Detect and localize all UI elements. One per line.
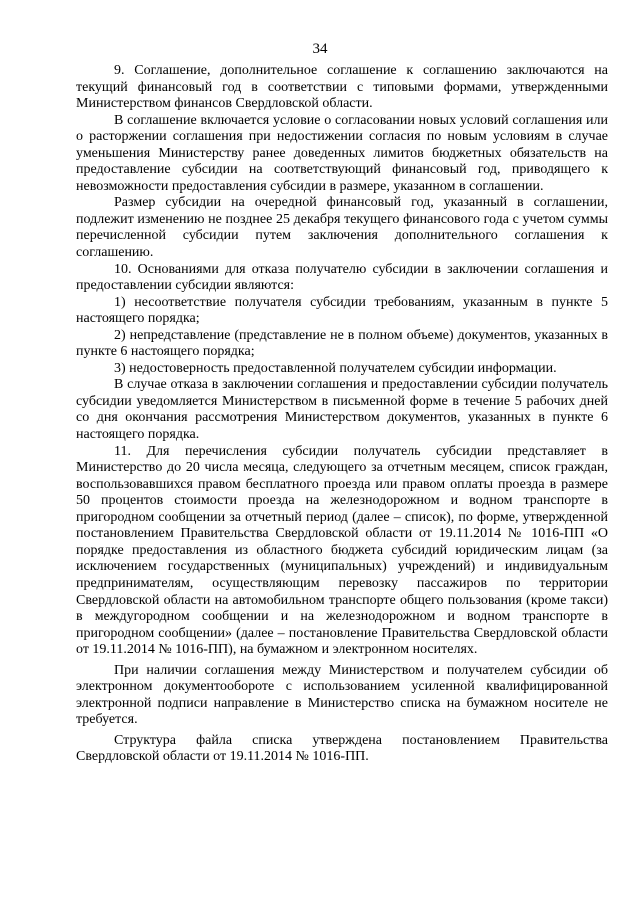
paragraph-11: 11. Для перечисления субсидии получатель субсидии представляет в Министерство до 20 числа месяца, следующего за отчетным месяцем, список граждан, воспользовавшихся правом бесплатного проезда или правом оплаты проезда в размере 50 процентов стоимости проезда на железнодорожном и водном транспорте в пригородном сообщении за отчетный период (далее – список), по форме, утвержденной постановлением Правительства Свердловской области от 19.11.2014 № 1016-ПП «О порядке предоставления из областного бюджета субсидий юридическим лицам (за исключением государственных (муниципальных) учреждений) и индивидуальным предпринимателям, осуществляющим перевозку пассажиров по территории Свердловской области на автомобильном транспорте общего пользования (кроме такси) в междугородном сообщении и на железнодорожном и водном транспорте в пригородном сообщении» (далее – постановление Правительства Свердловской области от 19.11.2014 № 1016-ПП), на бумажном и электронном носителях. xyxy=(76,443,608,658)
paragraph-9: 9. Соглашение, дополнительное соглашение к соглашению заключаются на текущий финансовый год в соответствии с типовыми формами, утвержденными Министерством финансов Свердловской области. xyxy=(76,63,608,112)
paragraph-10-item-2: 2) непредставление (представление не в полном объеме) документов, указанных в пункте 6 настоящего порядка; xyxy=(76,327,608,360)
paragraph-10-item-1: 1) несоответствие получателя субсидии требованиям, указанным в пункте 5 настоящего порядка; xyxy=(76,294,608,327)
paragraph-9-subsidy-size: Размер субсидии на очередной финансовый год, указанный в соглашении, подлежит изменению не позднее 25 декабря текущего финансового года с учетом суммы перечисленной субсидии путем заключения дополнительного соглашения к соглашению. xyxy=(76,195,608,261)
paragraph-11-file-structure: Структура файла списка утверждена постановлением Правительства Свердловской области от 19.11.2014 № 1016-ПП. xyxy=(76,732,608,765)
paragraph-10: 10. Основаниями для отказа получателю субсидии в заключении соглашения и предоставлении субсидии являются: xyxy=(76,261,608,294)
paragraph-10-item-3: 3) недостоверность предоставленной получателем субсидии информации. xyxy=(114,360,557,376)
paragraph-9-condition: В соглашение включается условие о согласовании новых условий соглашения или о расторжении соглашения при недостижении согласия по новым условиям в случае уменьшения Министерству ранее доведенных лимитов бюджетных обязательств на предоставление субсидии на соответствующий финансовый год, приводящего к невозможности предоставления субсидии в размере, указанном в соглашении. xyxy=(76,112,608,194)
page-number: 34 xyxy=(312,41,328,57)
paragraph-11-electronic: При наличии соглашения между Министерством и получателем субсидии об электронном документообороте с использованием усиленной квалифицированной электронной подписи направление в Министерство списка на бумажном носителе не требуется. xyxy=(76,662,608,728)
paragraph-10-refusal-notice: В случае отказа в заключении соглашения и предоставлении субсидии получатель субсидии уведомляется Министерством в письменной форме в течение 5 рабочих дней со дня окончания рассмотрения Министерством документов, указанных в пункте 6 настоящего порядка. xyxy=(76,377,608,443)
document-body xyxy=(76,63,608,766)
